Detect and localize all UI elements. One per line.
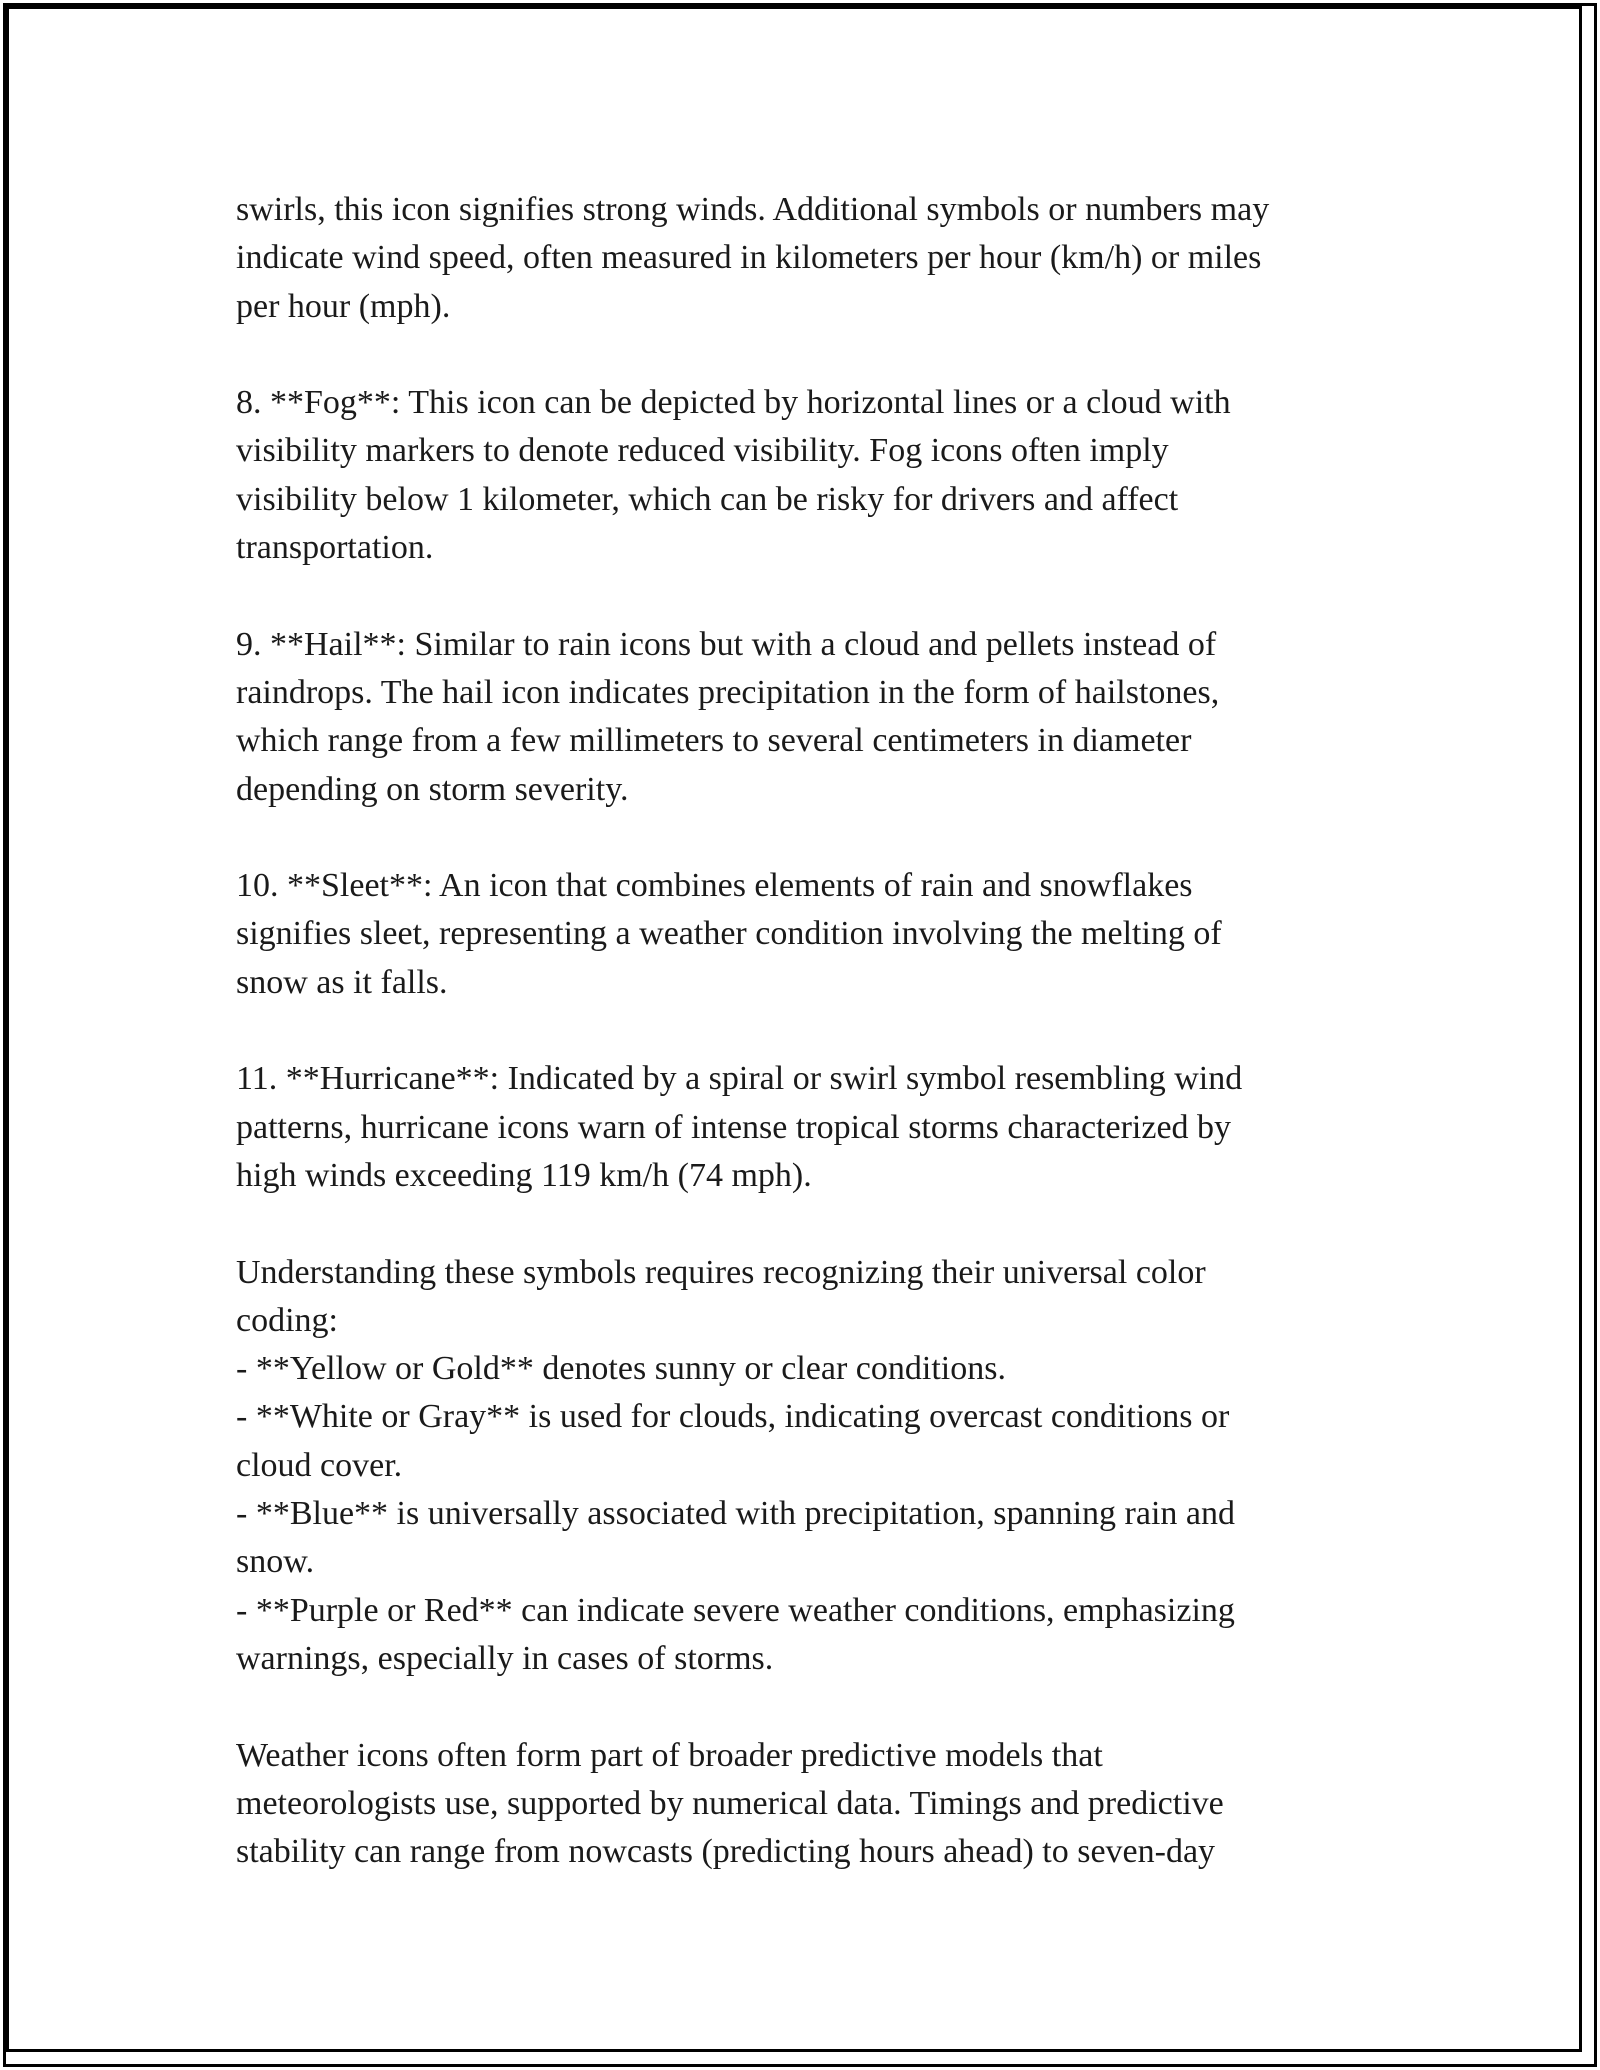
list-item-white: - **White or Gray** is used for clouds, indicating overcast conditions or [236, 1398, 1230, 1436]
text-line: 10. **Sleet**: An icon that combines elements of rain and snowflakes [236, 867, 1193, 905]
list-item-blue: - **Blue** is universally associated with precipitation, spanning rain and [236, 1495, 1235, 1533]
text-line: snow as it falls. [236, 963, 448, 1001]
text-line: visibility markers to denote reduced visibility. Fog icons often imply [236, 432, 1169, 470]
text-line: 9. **Hail**: Similar to rain icons but with a cloud and pellets instead of [236, 625, 1217, 663]
paragraph-wind-continued [236, 186, 1386, 331]
list-item-yellow: - **Yellow or Gold** denotes sunny or clear conditions. [236, 1350, 1006, 1388]
text-line: depending on storm severity. [236, 770, 629, 808]
text-line: patterns, hurricane icons warn of intense tropical storms characterized by [236, 1108, 1232, 1146]
text-line: 8. **Fog**: This icon can be depicted by horizontal lines or a cloud with [236, 384, 1231, 422]
text-line: visibility below 1 kilometer, which can be risky for drivers and affect [236, 480, 1179, 518]
text-line: raindrops. The hail icon indicates precipitation in the form of hailstones, [236, 673, 1220, 711]
text-line: which range from a few millimeters to several centimeters in diameter [236, 722, 1192, 760]
paragraph-hail [236, 621, 1386, 814]
document-body [236, 186, 1386, 1925]
paragraph-hurricane [236, 1055, 1386, 1200]
text-line: transportation. [236, 529, 434, 567]
text-line: coding: [236, 1301, 338, 1339]
text-line: warnings, especially in cases of storms. [236, 1639, 774, 1677]
text-line: signifies sleet, representing a weather condition involving the melting of [236, 915, 1222, 953]
text-line: cloud cover. [236, 1446, 403, 1484]
text-line: stability can range from nowcasts (predicting hours ahead) to seven-day [236, 1833, 1216, 1871]
paragraph-sleet [236, 862, 1386, 1007]
text-line: swirls, this icon signifies strong winds. Additional symbols or numbers may [236, 191, 1270, 228]
text-line: meteorologists use, supported by numerical data. Timings and predictive [236, 1784, 1224, 1822]
paragraph-fog [236, 379, 1386, 572]
text-line: indicate wind speed, often measured in kilometers per hour (km/h) or miles [236, 239, 1262, 277]
text-line: high winds exceeding 119 km/h (74 mph). [236, 1156, 812, 1194]
text-line: Understanding these symbols requires recognizing their universal color [236, 1253, 1206, 1291]
text-line: per hour (mph). [236, 287, 451, 325]
list-item-purple: - **Purple or Red** can indicate severe weather conditions, emphasizing [236, 1591, 1235, 1629]
text-line: 11. **Hurricane**: Indicated by a spiral or swirl symbol resembling wind [236, 1060, 1243, 1098]
paragraph-color-coding [236, 1249, 1386, 1684]
text-line: Weather icons often form part of broader predictive models that [236, 1736, 1103, 1774]
paragraph-predictive-models [236, 1732, 1386, 1877]
text-line: snow. [236, 1543, 315, 1581]
